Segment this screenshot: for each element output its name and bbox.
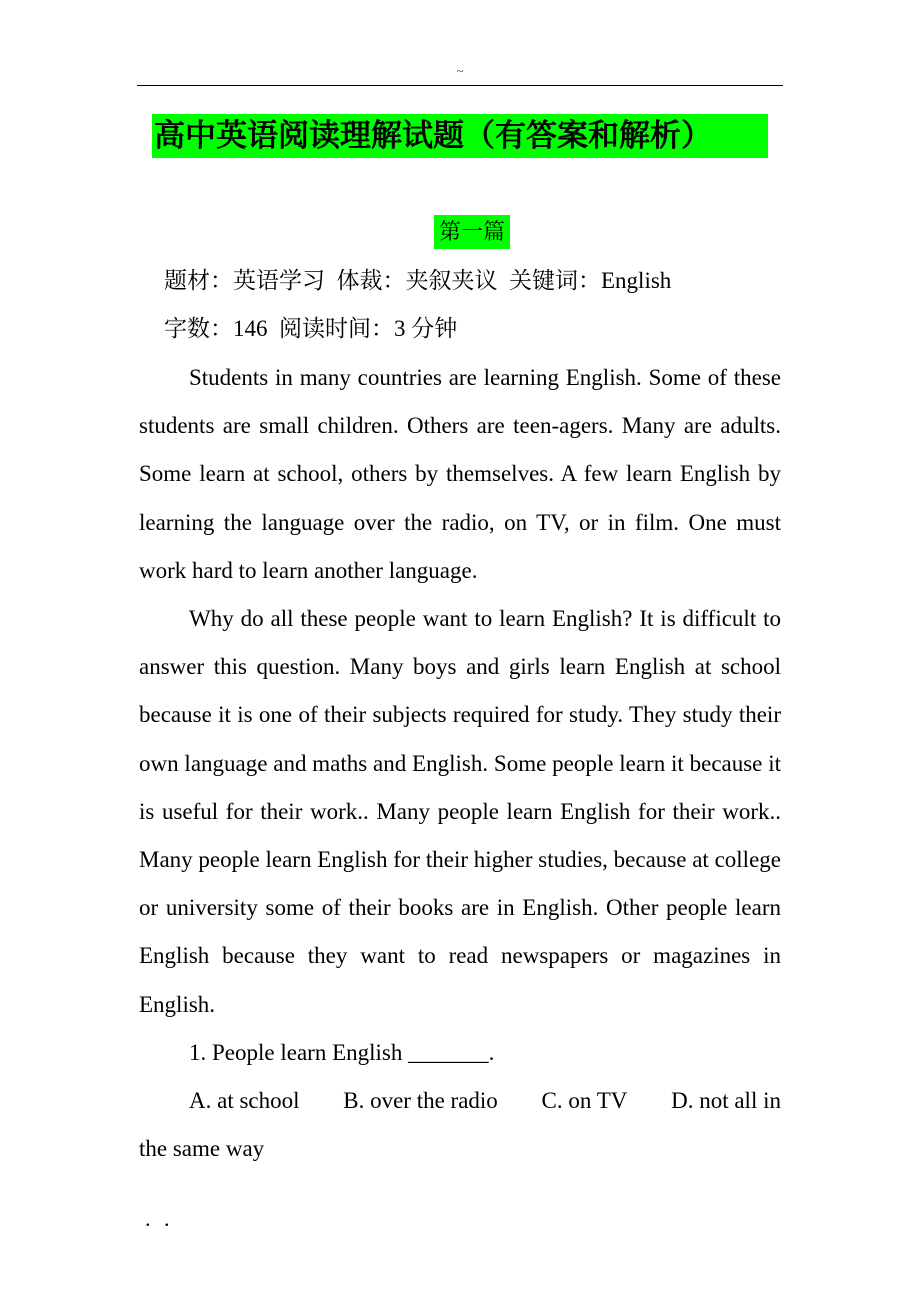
option-a: A. at school [189, 1088, 300, 1113]
question-options [139, 1077, 781, 1173]
option-d-continuation: the same way [139, 1136, 265, 1162]
meta-line-topic: 题材：英语学习 体裁：夹叙夹议 关键词：English [164, 268, 672, 293]
option-b: B. over the radio [343, 1088, 498, 1113]
meta-line-wordcount: 字数：146 阅读时间：3 分钟 [164, 316, 458, 341]
question-stem: 1. People learn English _______. [189, 1040, 495, 1065]
passage-paragraph-2: Why do all these people want to learn English? It is difficult to answer this question. Many boys and girls learn English at school because it is one of their subjects required for study. They study their own language and maths and English. Some people learn it because it is useful for their work.. Many people learn English for their work.. Many people learn English for their higher studies, because at college or university some of their books are in English. Other people learn English because they want to read newspapers or magazines in English. [139, 606, 781, 1017]
header-divider [137, 85, 783, 86]
page-title: 高中英语阅读理解试题（有答案和解析） [152, 114, 768, 158]
footer-dots: . . [145, 1206, 174, 1231]
passage-paragraph-1: Students in many countries are learning English. Some of these students are small children. Others are teen-agers. Many are adults. Some learn at school, others by themselves. A few learn English by learning the language over the radio, on TV, or in film. One must work hard to learn another language. [139, 365, 781, 583]
option-c: C. on TV [541, 1088, 628, 1113]
section-label: 第一篇 [434, 215, 510, 249]
header-mark: ~ [456, 64, 464, 78]
option-d: D. not all in [671, 1088, 781, 1113]
